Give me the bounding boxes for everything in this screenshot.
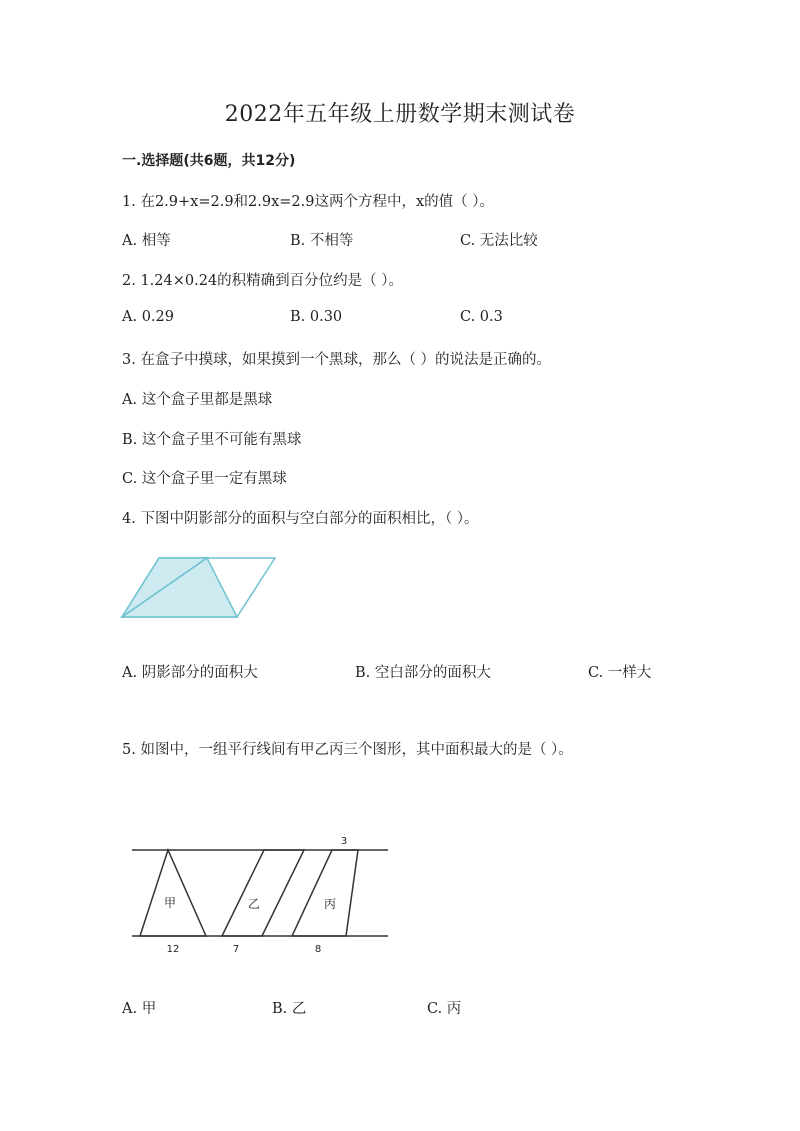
question-2-option-b[interactable]: B. 0.30 xyxy=(290,309,343,325)
question-3-option-b[interactable]: B. 这个盒子里不可能有黑球 xyxy=(122,432,302,448)
question-1-option-a[interactable]: A. 相等 xyxy=(122,233,171,249)
question-3-option-a[interactable]: A. 这个盒子里都是黑球 xyxy=(122,392,273,408)
question-4-parallelogram-figure xyxy=(115,552,285,627)
question-5-option-a[interactable]: A. 甲 xyxy=(122,1001,157,1017)
q5-shape-yi-parallelogram xyxy=(222,850,304,936)
q5-number-bing-base: 8 xyxy=(314,944,322,955)
question-5-option-c[interactable]: C. 丙 xyxy=(427,1001,462,1017)
page-title: 2022年五年级上册数学期末测试卷 xyxy=(224,102,576,127)
question-1-option-b[interactable]: B. 不相等 xyxy=(290,233,354,249)
question-2-option-c[interactable]: C. 0.3 xyxy=(460,309,503,325)
question-5-option-b[interactable]: B. 乙 xyxy=(272,1001,307,1017)
question-4-text: 4. 下图中阴影部分的面积与空白部分的面积相比，（ ）。 xyxy=(122,511,479,527)
question-2-text: 2. 1.24×0.24的积精确到百分位约是（ ）。 xyxy=(122,273,404,289)
q5-number-yi-base: 7 xyxy=(232,944,240,955)
q5-shape-bing-trapezoid xyxy=(292,850,358,936)
question-1-text: 1. 在2.9+x=2.9和2.9x=2.9这两个方程中，x的值（ ）。 xyxy=(122,194,495,210)
question-4-option-c[interactable]: C. 一样大 xyxy=(588,665,652,681)
q5-label-bing: 丙 xyxy=(323,897,337,911)
section-heading: 一.选择题(共6题，共12分) xyxy=(122,153,296,169)
question-3-option-c[interactable]: C. 这个盒子里一定有黑球 xyxy=(122,471,287,487)
q5-label-jia: 甲 xyxy=(163,896,177,910)
question-5-text: 5. 如图中，一组平行线间有甲乙丙三个图形，其中面积最大的是（ ）。 xyxy=(122,742,573,758)
question-5-parallel-lines-figure xyxy=(130,830,395,960)
question-4-option-a[interactable]: A. 阴影部分的面积大 xyxy=(122,665,258,681)
question-4-option-b[interactable]: B. 空白部分的面积大 xyxy=(355,665,491,681)
q5-label-yi: 乙 xyxy=(247,897,261,911)
q5-number-top: 3 xyxy=(340,836,348,847)
question-2-option-a[interactable]: A. 0.29 xyxy=(122,309,174,325)
q5-shape-jia-triangle xyxy=(140,850,206,936)
question-1-option-c[interactable]: C. 无法比较 xyxy=(460,233,538,249)
q5-number-jia-base: 12 xyxy=(166,944,180,955)
question-3-text: 3. 在盒子中摸球，如果摸到一个黑球，那么（ ）的说法是正确的。 xyxy=(122,352,552,368)
